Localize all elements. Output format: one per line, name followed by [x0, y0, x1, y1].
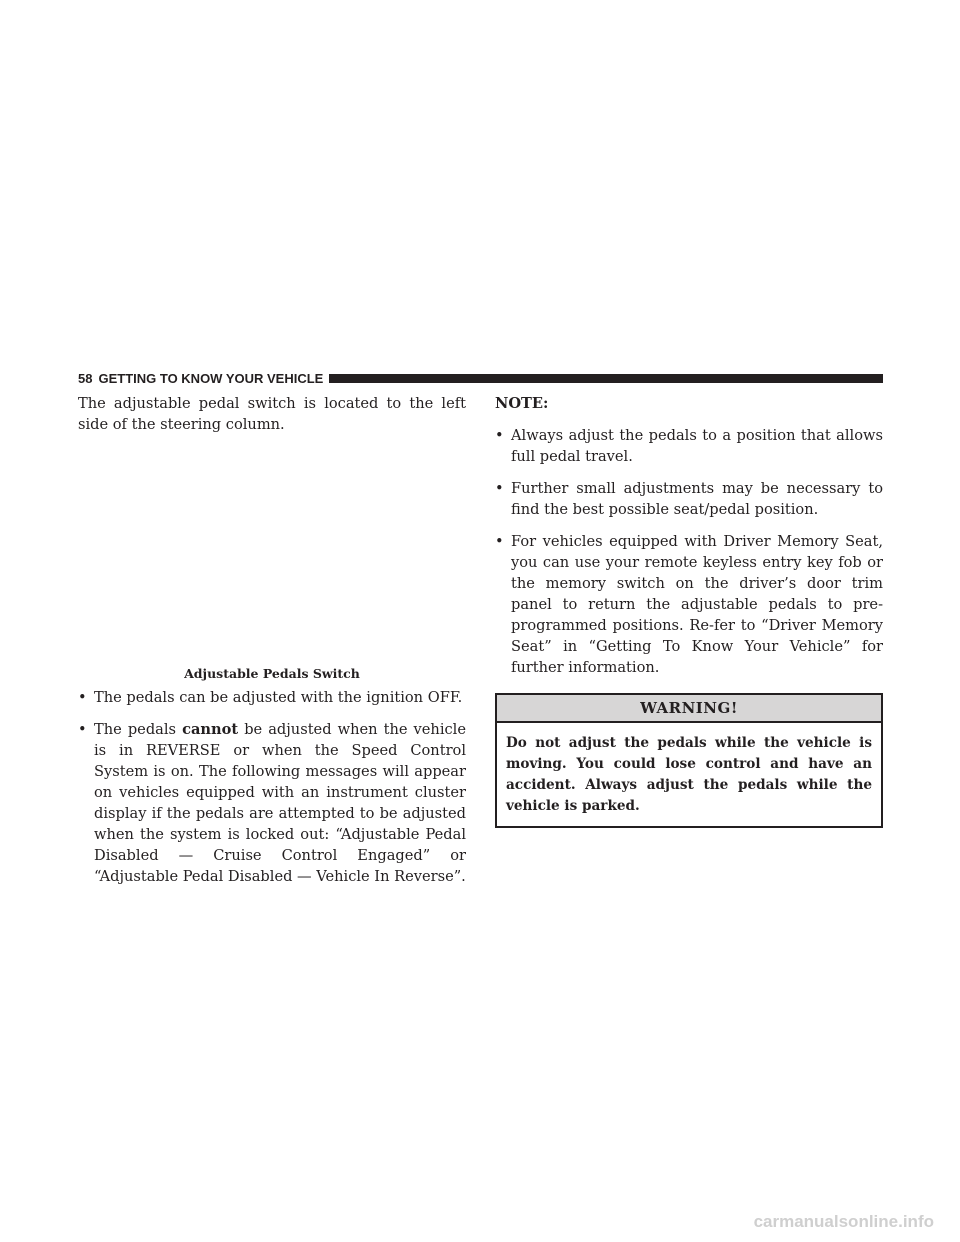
watermark: carmanualsonline.info [753, 1212, 934, 1231]
list-item-text: The pedals can be adjusted with the ignition OFF. [94, 689, 463, 706]
section-title: GETTING TO KNOW YOUR VEHICLE [98, 370, 324, 386]
right-column [495, 393, 883, 828]
warning-box [495, 693, 883, 828]
left-column [78, 393, 466, 887]
list-item-emphasis: cannot [182, 721, 239, 738]
page-header [78, 368, 883, 388]
warning-title: WARNING! [497, 695, 881, 723]
list-item-text: For vehicles equipped with Driver Memory Seat, you can use your remote keyless entry key fob or the memory switch on the driver’s door trim panel to return the adjustable pedals to pre-programmed positions. Re-fer to “Driver Memory Seat” in “Getting To Know Your Vehicle” for further information. [511, 533, 883, 676]
bullet-icon: • [495, 533, 504, 550]
list-item-text: be adjusted when the vehicle is in REVERSE or when the Speed Control System is on. The following messages will appear on vehicles equipped with an instrument cluster display if the pedals are attempted to be adjusted when the system is locked out: “Adjustable Pedal Disabled — Cruise Control Engaged” or “Adjustable Pedal Disabled — Vehicle In Reverse”. [94, 721, 466, 885]
warning-text: Do not adjust the pedals while the vehicle is moving. You could lose control and have an accident. Always adjust the pedals while the vehicle is parked. [506, 735, 872, 814]
list-item-text: Further small adjustments may be necessary to find the best possible seat/pedal position. [511, 480, 883, 518]
bullet-icon: • [78, 689, 87, 706]
list-item [495, 478, 883, 520]
list-item [78, 687, 466, 708]
intro-paragraph: The adjustable pedal switch is located to the left side of the steering column. [78, 395, 466, 433]
page-number: 58 [78, 370, 93, 386]
list-item [495, 425, 883, 467]
note-bullet-list [495, 425, 883, 678]
list-item-text: The pedals [94, 721, 183, 738]
pedals-switch-image-area [78, 435, 466, 663]
left-bullet-list [78, 687, 466, 887]
list-item-text: Always adjust the pedals to a position that allows full pedal travel. [511, 427, 883, 465]
image-caption: Adjustable Pedals Switch [184, 666, 360, 681]
list-item [78, 719, 466, 887]
bullet-icon: • [78, 721, 87, 738]
bullet-icon: • [495, 480, 504, 497]
header-rule [329, 374, 883, 383]
note-label: NOTE: [495, 395, 549, 412]
list-item [495, 531, 883, 678]
bullet-icon: • [495, 427, 504, 444]
